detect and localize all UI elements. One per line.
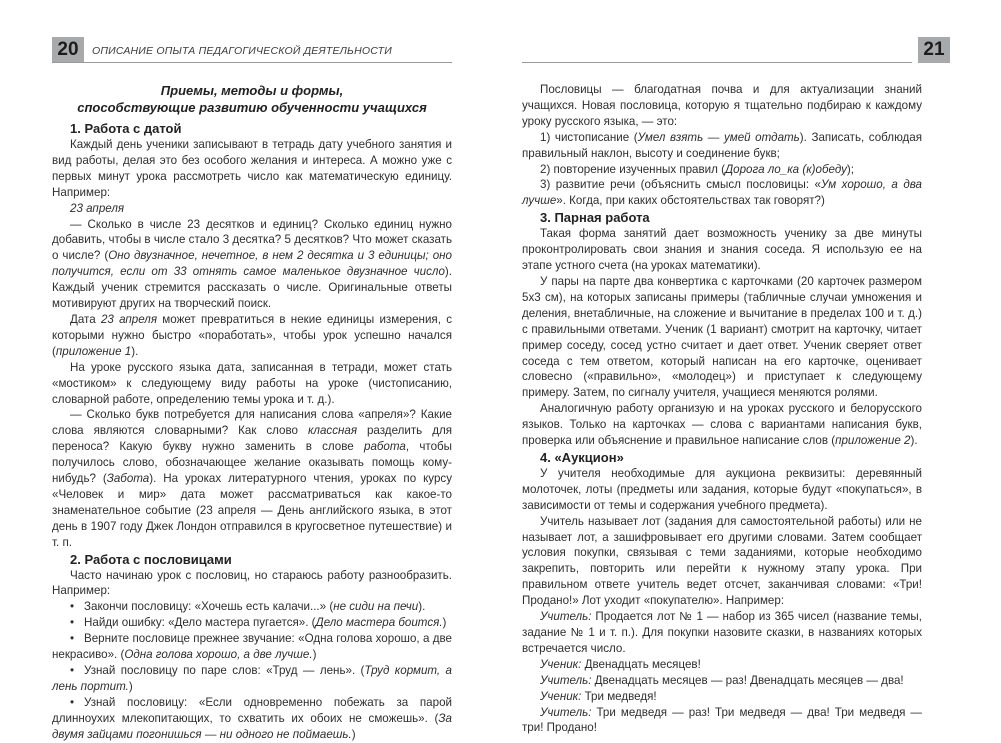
date-example-text: 23 апреля [70,201,125,215]
paragraph: Учитель называет лот (задания для самостоятельной работы) или не называет лот, а зашифровывает его другими словами. Затем сообщает условия покупки, связывая с теми заданиями, которые необходимо закрепить, повторить или перейти к нужному этапу урока. При правильном ответе учитель ведет отсчет, заканчивая словами: «Три! Продано!» Лот уходит «покупателю». Например: [522,514,922,608]
bullet-icon: • [70,632,75,646]
paragraph: У учителя необходимые для аукциона реквизиты: деревянный молоточек, лоты (предметы или задания, которые будут «покупаться», в зависимости от темы и содержания учебного предмета). [522,466,922,512]
text-run: ); [846,162,854,176]
answer-run: Труд кормит, а лень портит. [52,664,452,693]
proverb-run: Ум хорошо, а два лучше [522,178,922,208]
paragraph: Пословицы — благодатная почва и для актуализации знаний учащихся. Новая пословица, которую я тщательно подбираю к каждому уроку русского языка, — это: [522,83,922,128]
dialogue-line [522,705,922,737]
page-number: 21 [918,37,950,63]
text-run: , чтобы получилось слово, обозначающее желание оказывать помощь кому-нибудь? ( [52,440,452,486]
text-run: ). [910,434,918,448]
appendix-reference: приложение 1 [55,344,132,358]
answer-run: Одна голова хорошо, а две лучше. [124,648,313,662]
text-run: ). [418,600,426,614]
paragraph: Каждый день ученики записывают в тетрадь дату учебного занятия и вид работы, делая это без особого желания и интереса. А можно уже с первых минут урока рассмотреть число как математическую единицу. Например: [52,138,452,199]
bullet-item [52,663,452,695]
paragraph: Часто начинаю урок с пословиц, но стараюсь работу разнообразить. Например: [52,568,452,598]
answer-run: не сиди на печи [333,600,419,614]
list-item [522,162,922,178]
dialogue-text: Двенадцать месяцев! [581,657,701,671]
bullet-item [52,615,452,631]
dialogue-text: Продается лот № 1 — набор из 365 чисел (название темы, задание № 1 и т. п.). Для покупки назовите сказки, в названиях которых встречается число. [522,610,922,655]
paragraph [52,217,452,312]
section-heading: 2. Работа с пословицами [70,551,232,567]
text-run: ) [312,648,317,662]
text-run: Узнай пословицу: «Если одновременно побежать за парой длинноухих млекопитающих, то схватить их обоих не сможешь». ( [52,695,452,725]
text-run: ) [442,616,447,630]
text-run: может превратиться в некие единицы измерения, с которыми нужно быстро «поработать», чтобы урок успешно начался ( [52,312,452,358]
text-run: Найди ошибку: «Дело мастера пугается». ( [84,616,316,630]
right-page [500,0,1001,742]
text-run: ). Записать, соблюдая правильный наклон, высоту и соединение букв; [522,130,923,160]
speaker-label: Учитель: [540,610,592,624]
dialogue-line [522,689,922,705]
paragraph: У пары на парте два конвертика с карточками (20 карточек размером 5х3 см), на которых записаны примеры (табличные случаи умножения и деления, внетабличные, на сложение и вычитание в пределах 100 и т. д.) с правильными ответами. Ученик (1 вариант) смотрит на карточку, читает пример соседу, сосед устно считает и дает ответ. Ученик сверяет ответ соседа с тем ответом, который написан на его карточке, оценивает словесно («правильно», «молодец») и приступает к следующему примеру. Затем, по сигналу учителя, учащиеся меняются ролями. [522,274,922,400]
text-run: Закончи пословицу: «Хочешь есть калачи...» ( [84,600,334,614]
italic-run: 23 апреля [100,312,158,326]
list-item [522,130,922,162]
answer-run: Дело мастера боится. [315,616,443,630]
proverb-run: Дорога ло_ка (к)обеду [725,162,847,176]
text-run: Верните пословице прежнее звучание: «Одна голова хорошо, а две некрасиво». ( [52,632,452,662]
text-run: — Сколько букв потребуется для написания слова «апреля»? Какие слова являются словарными? Как слово [52,408,452,438]
text-run: разделить для переноса? Какую букву нужно заменить в слове [52,424,452,454]
dialogue-line [522,609,922,657]
text-run: 2) повторение изученных правил ( [540,162,725,176]
italic-run: классная [307,424,358,438]
bullet-item [52,599,452,615]
italic-run: Забота [106,472,150,486]
bullet-icon: • [70,600,75,614]
italic-run: Оно двузначное, нечетное, в нем 2 десятка и 3 единицы; оно получится, если от 33 отнять самое маленькое двузначное число [52,249,452,279]
speaker-label: Учитель: [540,705,592,719]
text-run: ). [131,344,139,358]
speaker-label: Ученик: [540,689,582,703]
italic-run: работа [364,440,406,454]
text-run: — Сколько в числе 23 десятков и единиц? Сколько единиц нужно добавить, чтобы в числе стало 3 десятка? 5 десятков? Что может сказать о числе? ( [52,217,452,263]
text-run: 3) развитие речи (объяснить смысл пословицы: « [540,178,821,192]
answer-run: За двумя зайцами погонишься — ни одного не поймаешь. [52,711,452,741]
dialogue-text: Три медведя — раз! Три медведя — два! Три медведя — три! Продано! [522,705,922,735]
date-example [52,201,452,217]
dialogue-line [522,657,922,673]
text-run: ) [128,679,133,693]
section-heading: 4. «Аукцион» [540,449,624,465]
text-run: ) [351,727,356,741]
text-run: Дата [70,312,101,326]
right-page-body [522,82,922,736]
section-heading: 1. Работа с датой [70,121,182,136]
chapter-title [52,82,452,116]
chapter-title-line-1: Приемы, методы и формы, [160,83,344,98]
text-run: ). Каждый ученик стремится рассказать о числе. Оригинальные ответы мотивируют других на творческий поиск. [52,265,452,311]
bullet-icon: • [70,695,75,709]
paragraph [52,312,452,360]
bullet-item [52,631,452,663]
text-run: 1) чистописание ( [540,130,638,144]
page-number: 20 [52,37,84,63]
dialogue-text: Двенадцать месяцев — раз! Двенадцать месяцев — два! [591,673,904,687]
bullet-icon: • [70,616,75,630]
text-run: Аналогичную работу организую и на уроках русского и белорусского языков. Только на карточках — слова с вариантами написания букв, проверка или объяснение и правильное написание слов ( [522,402,922,448]
speaker-label: Учитель: [540,673,592,687]
bullet-item [52,695,452,743]
dialogue-line [522,673,922,689]
appendix-reference: приложение 2 [835,434,911,448]
left-page-body [52,82,452,743]
list-item [522,177,922,209]
header-rule [522,62,912,63]
text-run: Узнай пословицу по паре слов: «Труд — лень». ( [84,664,365,677]
proverb-run: Умел взять — умей отдать [637,130,800,144]
left-page [0,0,500,742]
chapter-title-line-2: способствующие развитию обученности учащихся [77,100,427,115]
paragraph: На уроке русского языка дата, записанная в тетради, может стать «мостиком» к следующему виду работы на уроке (чистописанию, словарной работе, определению темы урока и т. д.). [52,360,452,406]
dialogue-text: Три медведя! [581,689,657,703]
text-run: ». Когда, при каких обстоятельствах так говорят?) [556,194,825,208]
text-run: ). На уроках литературного чтения, уроках по курсу «Человек и мир» дата может рассматриваться как какое-то знаменательное событие (23 апреля — День английского языка, в этот день в 1907 году Джек Лондон отправился в кругосветное путешествие) и т. п. [52,472,452,549]
paragraph: Такая форма занятий дает возможность ученику за две минуты проконтролировать свои знания и знания соседа. Я использую ее на этапе устного счета (на уроках математики). [522,227,922,273]
speaker-label: Ученик: [540,657,582,671]
paragraph [522,401,922,449]
section-heading: 3. Парная работа [540,210,650,226]
bullet-icon: • [70,664,75,677]
header-rule [52,62,452,63]
running-head: ОПИСАНИЕ ОПЫТА ПЕДАГОГИЧЕСКОЙ ДЕЯТЕЛЬНОСТИ [92,45,393,57]
paragraph [52,407,452,550]
